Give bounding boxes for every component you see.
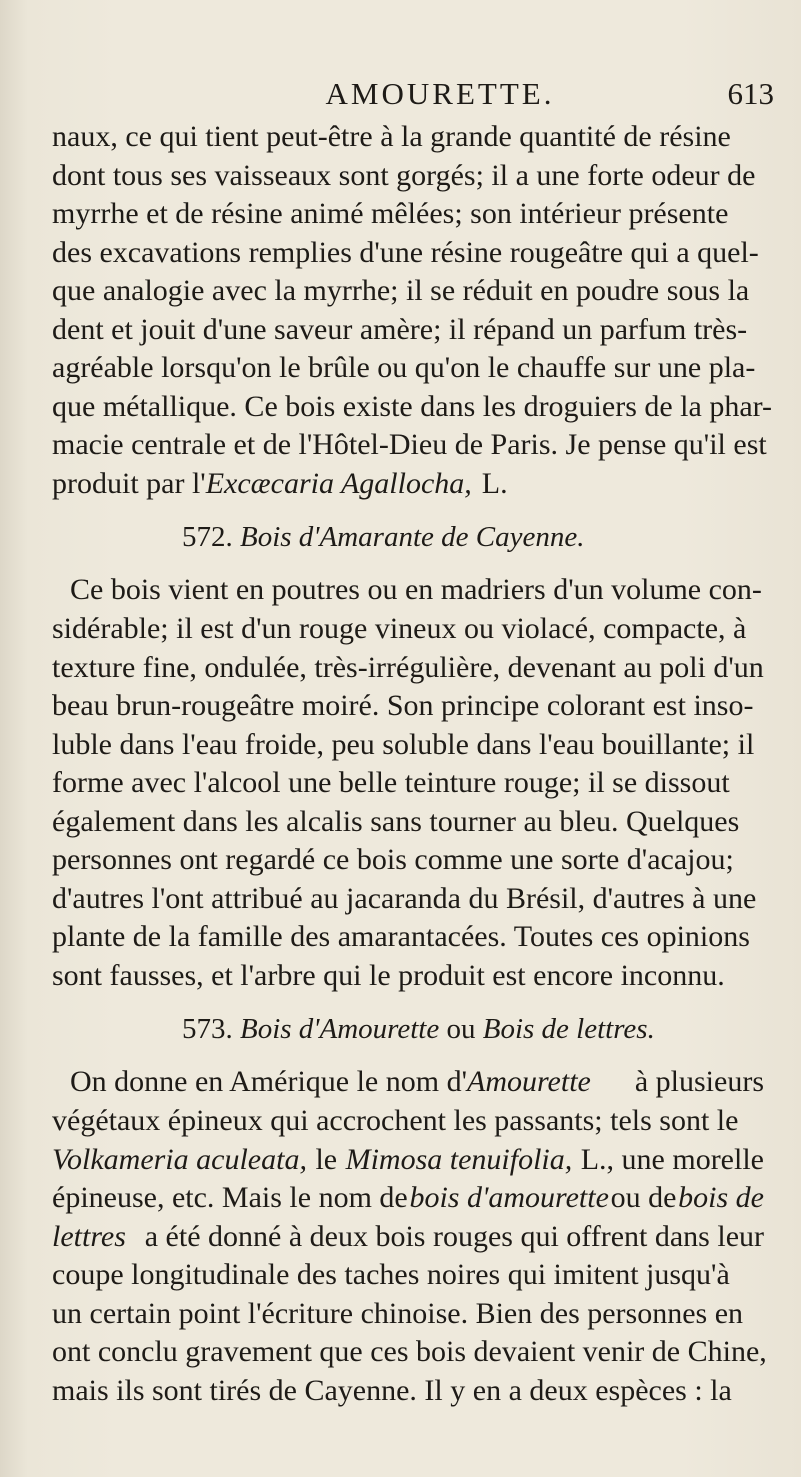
term: bois de: [678, 1181, 764, 1215]
section-title: Bois d'Amarante de Cayenne.: [240, 521, 585, 554]
text-line: sont fausses, et l'arbre qui le produit est encore inconnu.: [52, 958, 725, 992]
text-line: [52, 465, 764, 504]
text-line: coupe longitudinale des taches noires qui imitent jusqu'à: [52, 1258, 730, 1292]
text-line: texture fine, ondulée, très-irrégulière, devenant au poli d'un: [52, 650, 764, 684]
text-line: que métallique. Ce bois existe dans les droguiers de la phar-: [52, 389, 773, 423]
text-line: beau brun-rougeâtre moiré. Son principe colorant est inso-: [52, 689, 754, 723]
text-run: le: [315, 1142, 338, 1176]
section-title-connector: ou: [446, 1013, 476, 1046]
text-line: Ce bois vient en poutres ou en madriers d'un volume con-: [70, 573, 762, 607]
term: bois d'amourette: [409, 1181, 609, 1215]
text-run: à plusieurs: [634, 1065, 764, 1099]
paragraph-continuation: [52, 118, 773, 503]
text-line: un certain point l'écriture chinoise. Bien des personnes en: [52, 1296, 744, 1330]
section-title-alt: Bois de lettres.: [482, 1013, 655, 1046]
text-line: [52, 1179, 764, 1218]
section-number: 573.: [182, 1013, 233, 1046]
text-line: naux, ce qui tient peut-être à la grande quantité de résine: [52, 120, 731, 153]
section-heading-572: [52, 503, 764, 571]
text-run: produit par l': [52, 466, 206, 500]
text-line: luble dans l'eau froide, peu soluble dans l'eau bouillante; il: [52, 727, 755, 761]
text-line: personnes ont regardé ce bois comme une sorte d'acajou;: [52, 843, 734, 877]
text-line: [52, 1141, 764, 1180]
text-run: ou de: [610, 1181, 677, 1215]
text-line: d'autres l'ont attribué au jacaranda du Brésil, d'autres à une: [52, 881, 757, 915]
running-title: AMOURETTE.: [325, 76, 555, 111]
species-name: Volkameria aculeata,: [52, 1142, 307, 1176]
text-line: également dans les alcalis sans tourner au bleu. Quelques: [52, 804, 740, 838]
paragraph-amarante: [52, 571, 764, 995]
term: Amourette: [467, 1065, 591, 1099]
text-line: dent et jouit d'une saveur amère; il répand un parfum très-: [52, 312, 748, 346]
text-line: myrrhe et de résine animé mêlées; son intérieur présente: [52, 197, 729, 231]
text-line: végétaux épineux qui accrochent les passants; tels sont le: [52, 1104, 739, 1138]
text-run: L., une morelle: [580, 1142, 764, 1176]
text-run: a été donné à deux bois rouges qui offrent dans leur: [144, 1219, 764, 1253]
text-line: forme avec l'alcool une belle teinture rouge; il se dissout: [52, 766, 730, 800]
text-line: des excavations remplies d'une résine rougeâtre qui a quel-: [52, 235, 759, 269]
text-run: épineuse, etc. Mais le nom de: [52, 1181, 408, 1215]
species-name: Excæcaria Agallocha,: [205, 466, 472, 500]
page-number: 613: [727, 76, 774, 111]
paragraph-amourette: [52, 1063, 767, 1410]
text-run: On donne en Amérique le nom d': [70, 1065, 467, 1099]
text-line: sidérable; il est d'un rouge vineux ou violacé, compacte, à: [52, 612, 747, 646]
species-name: Mimosa tenuifolia,: [345, 1142, 573, 1176]
section-heading-573: [52, 995, 764, 1063]
section-number: 572.: [182, 521, 233, 554]
text-line: dont tous ses vaisseaux sont gorgés; il a une forte odeur de: [52, 158, 756, 192]
text-line: ont conclu gravement que ces bois devaient venir de Chine,: [52, 1335, 767, 1369]
page-header: [0, 76, 801, 116]
text-line: plante de la famille des amarantacées. Toutes ces opinions: [52, 920, 750, 954]
text-line: macie centrale et de l'Hôtel-Dieu de Paris. Je pense qu'il est: [52, 428, 767, 462]
text-run: L.: [481, 466, 508, 500]
body-text: [52, 118, 773, 1410]
section-title: Bois d'Amourette: [240, 1013, 440, 1046]
text-line: que analogie avec la myrrhe; il se réduit en poudre sous la: [52, 274, 750, 308]
text-line: agréable lorsqu'on le brûle ou qu'on le chauffe sur une pla-: [52, 351, 756, 385]
term: lettres: [52, 1219, 126, 1253]
text-line: mais ils sont tirés de Cayenne. Il y en a deux espèces : la: [52, 1373, 732, 1407]
text-line: [52, 1218, 764, 1257]
text-line: [52, 1063, 764, 1102]
